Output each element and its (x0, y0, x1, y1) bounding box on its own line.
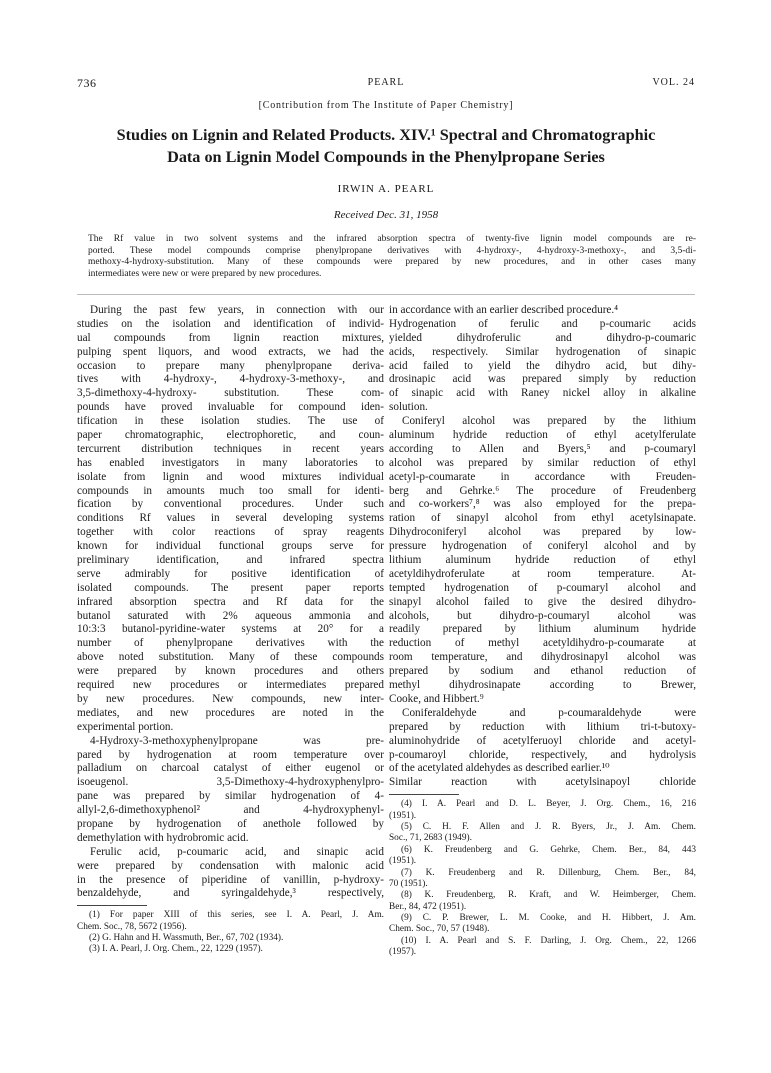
footnote-line: Chem. Soc., 70, 57 (1948). (389, 924, 490, 935)
body-line: serve admirably for positive identification of (77, 567, 384, 580)
running-title: PEARL (367, 77, 405, 88)
footnote-line: (3) I. A. Pearl, J. Org. Chem., 22, 1229 (1957). (89, 944, 263, 955)
body-line: together with color reactions of spray reagents (77, 526, 384, 539)
body-line: mediates, and new procedures are noted in the (77, 706, 384, 719)
body-line: infrared absorption spectra and Rf data for the (77, 595, 384, 608)
body-line: pared by hydrogenation at room temperature over (77, 748, 384, 761)
footnote-line: (1) For paper XIII of this series, see I. A. Pearl, J. Am. (89, 910, 384, 921)
body-line: sinapyl alcohol failed to give the desired dihydro- (389, 595, 696, 608)
body-line: readily prepared by lithium aluminum hydride (389, 623, 696, 636)
body-line: solution. (389, 401, 428, 414)
body-line: Hydrogenation of ferulic and p-coumaric acids (389, 317, 696, 330)
footnote-line: Chem. Soc., 78, 5672 (1956). (77, 921, 187, 932)
footnote-line: (1957). (389, 947, 417, 958)
body-line: propane by hydrogenation of anethole followed by (77, 817, 384, 830)
abstract (88, 234, 696, 280)
body-line: experimental portion. (77, 720, 174, 733)
footnote-divider (77, 905, 147, 906)
body-line: in accordance with an earlier described procedure.⁴ (389, 304, 619, 316)
body-line: compounds in amounts much too small for identi- (77, 484, 384, 497)
body-line: isolate from lignin and wood mixtures individual (77, 470, 384, 483)
body-line: aluminum hydride reduction of ethyl acetylferulate (389, 429, 696, 442)
body-line: 4-Hydroxy-3-methoxyphenylpropane was pre- (90, 734, 384, 747)
body-line: isolated compounds. The present paper reports (77, 581, 384, 594)
received-date: Received Dec. 31, 1958 (333, 209, 439, 221)
body-line: Coniferyl alcohol was prepared by the lithium (402, 415, 696, 428)
footnote-line: (6) K. Freudenberg and G. Gehrke, Chem. Ber., 84, 443 (401, 844, 696, 855)
body-line: Cooke, and Hibbert.⁹ (389, 692, 484, 705)
body-line: prepared by reduction with lithium tri-t-butoxy- (389, 720, 696, 733)
body-line: berg and Gehrke.⁶ The procedure of Freudenberg (389, 484, 696, 497)
body-line: butanol saturated with 2% aqueous ammonia and (77, 609, 384, 622)
body-line: pressure hydrogenation of coniferyl alcohol and by (389, 540, 696, 553)
right-footnotes (389, 799, 696, 958)
body-line: in the presence of piperidine of vanillin, p-hydroxy- (77, 873, 384, 886)
footnote-line: (10) I. A. Pearl and S. F. Darling, J. Org. Chem., 22, 1266 (401, 935, 696, 946)
body-line: ual compounds from lignin reaction mixtures, (77, 331, 384, 344)
body-line: ration of sinapyl alcohol from ethyl acetylsinapate. (389, 512, 696, 525)
body-line: pane was prepared by similar hydrogenation of 4- (77, 790, 384, 803)
body-line: acetyldihydroferulate at room temperature. At- (389, 567, 696, 580)
body-line: tives with 4-hydroxy-, 4-hydroxy-3-methoxy-, and (77, 373, 384, 386)
footnote-line: (4) I. A. Pearl and D. L. Beyer, J. Org. Chem., 16, 216 (401, 799, 696, 810)
abstract-line: intermediates were new or were prepared by new procedures. (88, 268, 322, 279)
footnote-line: Ber., 84, 472 (1951). (389, 901, 467, 912)
body-line: reduction of methyl acetyldihydro-p-coumarate at (389, 637, 696, 650)
title-line: Studies on Lignin and Related Products. XIV.¹ Spectral and Chromatographic (116, 126, 656, 144)
body-line: Similar reaction with acetylsinapoyl chloride (389, 776, 696, 789)
body-line: isoeugenol. 3,5-Dimethoxy-4-hydroxyphenylpro- (77, 776, 384, 789)
body-line: Dihydroconiferyl alcohol was prepared by low- (389, 526, 696, 539)
body-line: tempted hydrogenation of p-coumaryl alcohol and (389, 581, 696, 594)
body-line: acids, respectively. Similar hydrogenation of sinapic (389, 345, 696, 358)
body-line: 10:3:3 butanol-pyridine-water systems at 20° for a (77, 623, 384, 636)
body-line: known for individual functional groups serve for (77, 540, 384, 553)
body-line: occasion to prepare many phenylpropane deriva- (77, 359, 384, 372)
body-line: required new procedures or intermediates prepared (77, 679, 384, 692)
body-line: allyl-2,6-dimethoxyphenol² and 4-hydroxyphenyl- (77, 804, 384, 817)
body-line: alcohols, but dihydro-p-coumaryl alcohol was (389, 609, 696, 622)
volume-label: VOL. 24 (652, 77, 695, 88)
body-line: were prepared by known procedures and others (77, 665, 384, 678)
running-head (77, 76, 695, 92)
abstract-line: methoxy-4-hydroxy-substitution. Many of these compounds were prepared by new procedures, and in other cases many (88, 257, 696, 268)
body-line: acetyl-p-coumarate in accordance with Freuden- (389, 470, 696, 483)
footnote-line: (1951). (389, 810, 417, 821)
right-column-body (389, 304, 696, 790)
body-line: of the acetylated aldehydes as described earlier.¹⁰ (389, 762, 610, 775)
body-line: yielded dihydroferulic and dihydro-p-coumaric (389, 331, 696, 344)
abstract-line: The Rf value in two solvent systems and the infrared absorption spectra of twenty-five lignin model compounds are re- (88, 234, 696, 244)
body-line: room temperature, and dihydrosinapyl alcohol was (389, 651, 696, 664)
body-line: benzaldehyde, and syringaldehyde,³ respectively, (77, 887, 384, 900)
body-line: alcohol was prepared by similar reduction of ethyl (389, 456, 696, 469)
page-number: 736 (77, 76, 97, 90)
body-line: p-coumaroyl chloride, respectively, and hydrolysis (389, 748, 696, 761)
body-line: paper chromatographic, electrophoretic, and coun- (77, 429, 384, 442)
section-divider (77, 294, 695, 295)
body-line: 3,5-dimethoxy-4-hydroxy- substitution. These com- (77, 387, 384, 400)
right-column (389, 304, 696, 959)
body-line: above noted substitution. Many of these compounds (77, 651, 384, 664)
body-line: pulping spent liquors, and wood extracts, we had the (77, 345, 384, 358)
article-title (77, 124, 695, 168)
left-column-body (77, 304, 384, 901)
body-line: tercurrent distribution techniques in recent years (77, 442, 384, 455)
body-line: fication by conventional procedures. Under such (77, 498, 384, 511)
body-line: acid failed to yield the dihydro acid, but dihy- (389, 359, 696, 372)
body-line: drosinapic acid was prepared simply by reduction (389, 373, 696, 386)
footnote-line: 70 (1951). (389, 878, 428, 889)
footnote-line: (8) K. Freudenberg, R. Kraft, and W. Heimberger, Chem. (401, 890, 696, 901)
body-line: prepared by sodium and ethanol reduction of (389, 665, 696, 678)
body-line: has enabled investigators in many laboratories to (77, 456, 384, 469)
body-line: and co-workers⁷,⁸ was also employed for the prepa- (389, 498, 696, 511)
footnote-line: Soc., 71, 2683 (1949). (389, 833, 472, 844)
footnote-line: (2) G. Hahn and H. Wassmuth, Ber., 67, 702 (1934). (89, 933, 284, 944)
footnote-line: (1951). (389, 856, 417, 867)
left-column (77, 304, 384, 956)
footnote-line: (5) C. H. F. Allen and J. R. Byers, Jr., J. Am. Chem. (401, 821, 696, 832)
body-line: number of phenylpropane derivatives with the (77, 637, 384, 650)
body-line: demethylation with hydrobromic acid. (77, 831, 249, 844)
contribution-line: [Contribution from The Institute of Paper Chemistry] (258, 100, 514, 111)
body-line: Coniferaldehyde and p-coumaraldehyde were (402, 706, 696, 719)
left-footnotes (77, 910, 384, 956)
body-line: preliminary identification, and infrared spectra (77, 554, 384, 567)
footnote-line: (7) K. Freudenberg and R. Dillenburg, Chem. Ber., 84, (401, 867, 696, 878)
body-line: pounds have proved invaluable for compound iden- (77, 401, 384, 414)
body-line: by new procedures. New compounds, new inter- (77, 692, 384, 705)
footnote-divider (389, 794, 459, 795)
footnote-line: (9) C. P. Brewer, L. M. Cooke, and H. Hibbert, J. Am. (401, 913, 696, 924)
body-line: conditions Rf values in several developing systems (77, 512, 384, 525)
body-line: palladium on charcoal catalyst of either eugenol or (77, 762, 384, 775)
body-line: Ferulic acid, p-coumaric acid, and sinapic acid (90, 845, 384, 858)
body-line: according to Allen and Byers,⁵ and p-coumaryl (389, 442, 696, 455)
body-line: aluminohydride of acetylferuoyl chloride and acetyl- (389, 734, 696, 747)
body-line: of sinapic acid with Raney nickel alloy in alkaline (389, 387, 696, 400)
body-line: were prepared by condensation with malonic acid (77, 859, 384, 872)
body-line: lithium aluminum hydride reduction of ethyl (389, 554, 696, 567)
title-line: Data on Lignin Model Compounds in the Phenylpropane Series (167, 148, 605, 166)
body-line: methyl dihydrosinapate according to Brewer, (389, 679, 696, 692)
body-line: During the past few years, in connection with our (90, 304, 384, 316)
abstract-line: ported. These model compounds comprise phenylpropane derivatives with 4-hydroxy-, 4-hydroxy-3-methoxy-, and 3,5-di- (88, 245, 696, 256)
body-line: tification in these isolation studies. The use of (77, 415, 384, 428)
author-name: IRWIN A. PEARL (337, 183, 435, 195)
body-line: studies on the isolation and identification of individ- (77, 317, 384, 330)
